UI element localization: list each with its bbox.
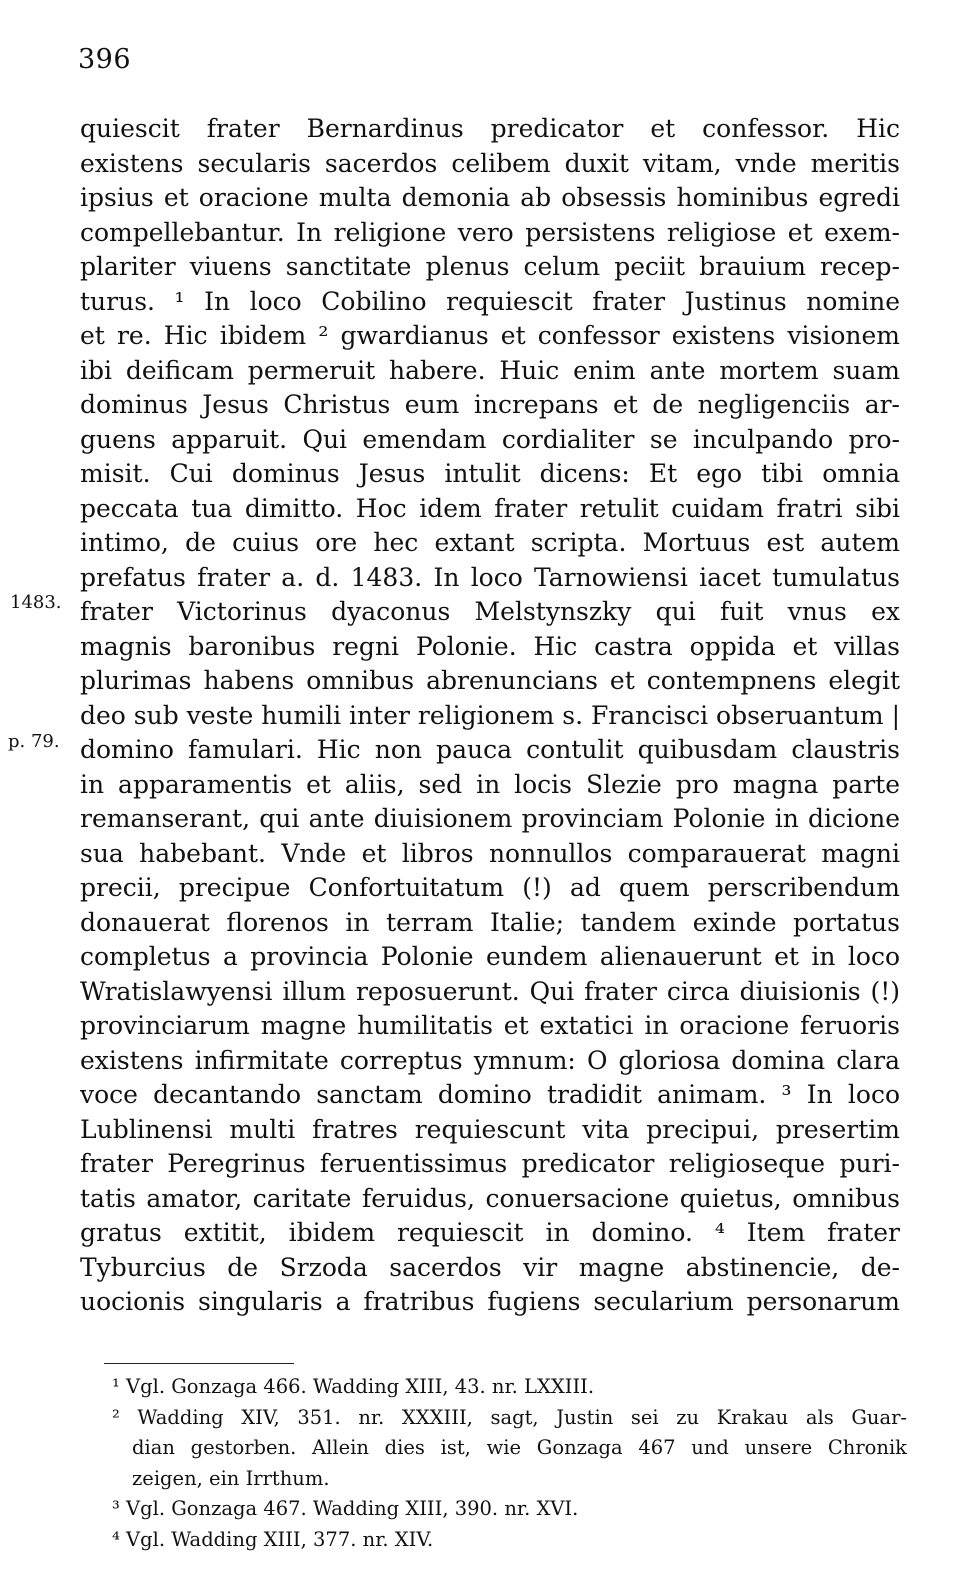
text-line: deo sub veste humili inter religionem s. Francisci obseruantum |	[80, 700, 900, 730]
text-line: existens secularis sacerdos celibem duxit vitam, vnde meritis	[80, 148, 900, 178]
text-line: remanserant, qui ante diuisionem provinciam Polonie in dicione	[80, 804, 900, 833]
text-line: precii, precipue Confortuitatum (!) ad quem perscribendum	[80, 873, 900, 902]
text-line: sua habebant. Vnde et libros nonnullos comparauerat magni	[80, 838, 900, 868]
text-line: peccata tua dimitto. Hoc idem frater retulit cuidam fratri sibi	[80, 493, 900, 523]
text-line: existens infirmitate correptus ymnum: O gloriosa domina clara	[80, 1045, 900, 1075]
text-line: et re. Hic ibidem ² gwardianus et confessor existens visionem	[80, 321, 900, 350]
footnote-3: ³ Vgl. Gonzaga 467. Wadding XIII, 390. nr. XVI.	[112, 1497, 579, 1520]
text-line: dominus Jesus Christus eum increpans et de negligenciis ar-	[80, 390, 900, 419]
text-line: plariter viuens sanctitate plenus celum peciit brauium recep-	[80, 252, 900, 281]
text-line: plurimas habens omnibus abrenuncians et contempnens elegit	[80, 666, 900, 695]
text-line: gratus extitit, ibidem requiescit in domino. ⁴ Item frater	[80, 1218, 900, 1247]
text-line: misit. Cui dominus Jesus intulit dicens: Et ego tibi omnia	[80, 459, 900, 488]
text-line: in apparamentis et aliis, sed in locis Slezie pro magna parte	[80, 769, 900, 799]
text-line: Lublinensi multi fratres requiescunt vita precipui, presertim	[80, 1114, 900, 1144]
text-line: uocionis singularis a fratribus fugiens secularium personarum	[80, 1287, 900, 1316]
text-line: provinciarum magne humilitatis et extatici in oracione feruoris	[80, 1011, 900, 1040]
page-number: 396	[78, 44, 132, 75]
text-line: tatis amator, caritate feruidus, conuersacione quietus, omnibus	[80, 1183, 900, 1213]
main-text	[80, 112, 900, 1320]
margin-note-page-ref: p. 79.	[8, 731, 60, 752]
footnote-4: ⁴ Vgl. Wadding XIII, 377. nr. XIV.	[112, 1527, 434, 1551]
text-line: ipsius et oracione multa demonia ab obsessis hominibus egredi	[80, 183, 900, 212]
text-line: quiescit frater Bernardinus predicator et confessor. Hic	[80, 114, 900, 143]
margin-note-year: 1483.	[10, 592, 62, 613]
text-line: intimo, de cuius ore hec extant scripta. Mortuus est autem	[80, 528, 900, 557]
text-line: frater Victorinus dyaconus Melstynszky qui fuit vnus ex	[80, 597, 900, 626]
footnote-2-continued: zeigen, ein Irrthum.	[132, 1466, 330, 1490]
text-line: completus a provincia Polonie eundem alienauerunt et in loco	[80, 942, 900, 971]
footnote-1: ¹ Vgl. Gonzaga 466. Wadding XIII, 43. nr. LXXIII.	[112, 1375, 595, 1398]
text-line: compellebantur. In religione vero persistens religiose et exem-	[80, 217, 900, 247]
text-line: domino famulari. Hic non pauca contulit quibusdam claustris	[80, 735, 900, 764]
text-line: Tyburcius de Srzoda sacerdos vir magne abstinencie, de-	[80, 1252, 900, 1282]
text-line: magnis baronibus regni Polonie. Hic castra oppida et villas	[80, 631, 900, 661]
text-line: frater Peregrinus feruentissimus predicator religioseque puri-	[80, 1149, 900, 1178]
text-line: prefatus frater a. d. 1483. In loco Tarnowiensi iacet tumulatus	[80, 562, 900, 592]
footnote-rule	[104, 1363, 294, 1364]
text-line: Wratislawyensi illum reposuerunt. Qui frater circa diuisionis (!)	[80, 976, 900, 1006]
text-line: donauerat florenos in terram Italie; tandem exinde portatus	[80, 907, 900, 937]
footnote-2-continued: dian gestorben. Allein dies ist, wie Gonzaga 467 und unsere Chronik	[132, 1436, 907, 1459]
text-line: turus. ¹ In loco Cobilino requiescit frater Justinus nomine	[80, 286, 900, 316]
text-line: guens apparuit. Qui emendam cordialiter se inculpando pro-	[80, 424, 900, 454]
footnotes	[112, 1372, 907, 1555]
footnote-2: ² Wadding XIV, 351. nr. XXXIII, sagt, Justin sei zu Krakau als Guar-	[112, 1405, 907, 1429]
text-line: ibi deificam permeruit habere. Huic enim ante mortem suam	[80, 355, 900, 385]
text-line: voce decantando sanctam domino tradidit animam. ³ In loco	[80, 1080, 900, 1109]
